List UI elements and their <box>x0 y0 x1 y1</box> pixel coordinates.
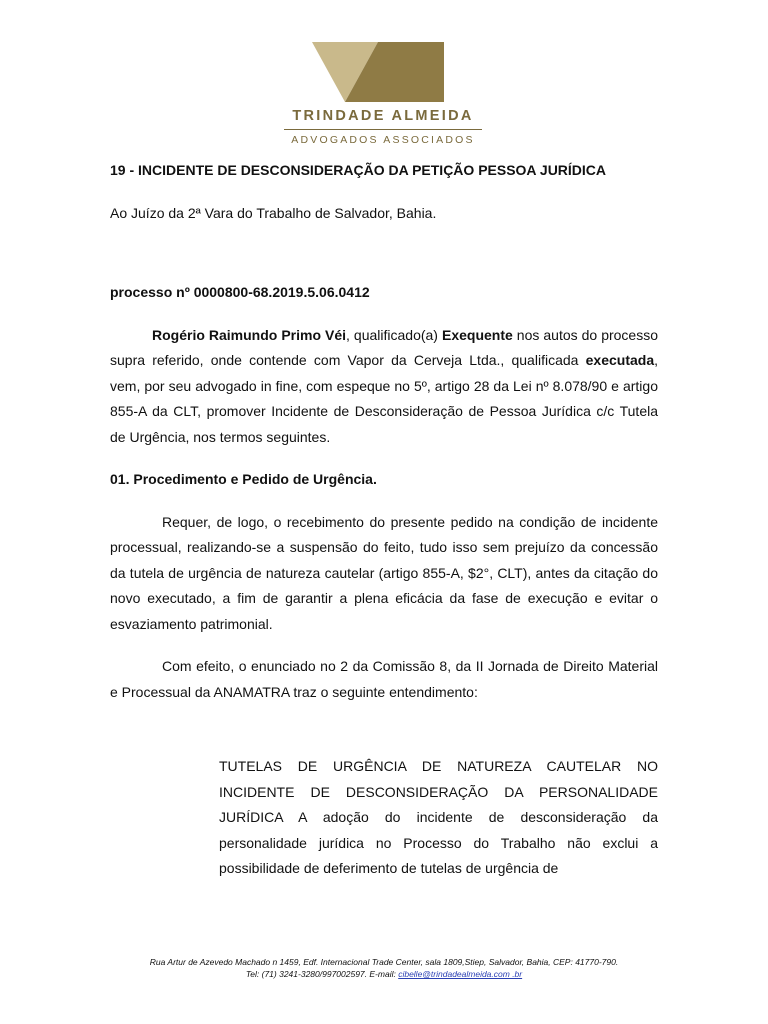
paragraph-urgency: Requer, de logo, o recebimento do presente pedido na condição de incidente processual, realizando-se a suspensão do feito, tudo isso sem prejuízo da concessão da tutela de urgência de natureza cautelar (artigo 855-A, $2°, CLT), antes da citação do novo executado, a fim de garantir a plena eficácia da fase de execução e evitar o esvaziamento patrimonial. <box>110 513 658 632</box>
intro-paragraph <box>110 323 658 451</box>
footer-contact <box>0 968 768 980</box>
brand-divider <box>284 129 482 130</box>
role-executada: executada <box>585 352 655 368</box>
paragraph-anamatra: Com efeito, o enunciado no 2 da Comissão 8, da II Jornada de Direito Material e Processual da ANAMATRA traz o seguinte entendimento: <box>110 658 658 700</box>
footer-email-link[interactable]: cibelle@trindadealmeida.com .br <box>398 969 523 979</box>
section-title: 01. Procedimento e Pedido de Urgência. <box>110 471 377 487</box>
footer-phone: Tel: (71) 3241-3280/997002597. E-mail: <box>245 969 399 979</box>
process-number: processo nº 0000800-68.2019.5.06.0412 <box>110 284 370 300</box>
addressee-line: Ao Juízo da 2ª Vara do Trabalho de Salvador, Bahia. <box>110 204 437 221</box>
role-exequente: Exequente <box>441 326 513 343</box>
page-footer <box>0 956 768 980</box>
block-quote: TUTELAS DE URGÊNCIA DE NATUREZA CAUTELAR NO INCIDENTE DE DESCONSIDERAÇÃO DA PERSONALIDADE JURÍDICA A adoção do incidente de desconsideração da personalidade jurídica no Processo do Trabalho não exclui a possibilidade de deferimento de tutelas de urgência de <box>219 758 658 876</box>
intro-text-a: , qualificado(a) <box>346 326 442 343</box>
party-name: Rogério Raimundo Primo Véi <box>152 326 347 343</box>
intro-text-b: nos autos do processo supra referido, onde contende com Vapor da Cerveja Ltda., qualificada <box>110 326 658 368</box>
document-body <box>110 158 658 882</box>
document-heading: 19 - INCIDENTE DE DESCONSIDERAÇÃO DA PETIÇÃO PESSOA JURÍDICA <box>110 162 607 178</box>
brand-subtitle: ADVOGADOS ASSOCIADOS <box>291 134 475 146</box>
intro-text-c: , vem, por seu advogado in fine, com espeque no 5º, artigo 28 da Lei nº 8.078/90 e artigo 855-A da CLT, promover Incidente de Desconsideração de Pessoa Jurídica c/c Tutela de Urgência, nos termos seguintes. <box>110 352 658 445</box>
brand-name: TRINDADE ALMEIDA <box>292 108 474 124</box>
letterhead <box>0 0 768 160</box>
footer-address: Rua Artur de Azevedo Machado n 1459, Edf. Internacional Trade Center, sala 1809,Stiep, Salvador, Bahia, CEP: 41770-790. <box>149 957 619 967</box>
triangle-logo-icon <box>312 42 444 102</box>
